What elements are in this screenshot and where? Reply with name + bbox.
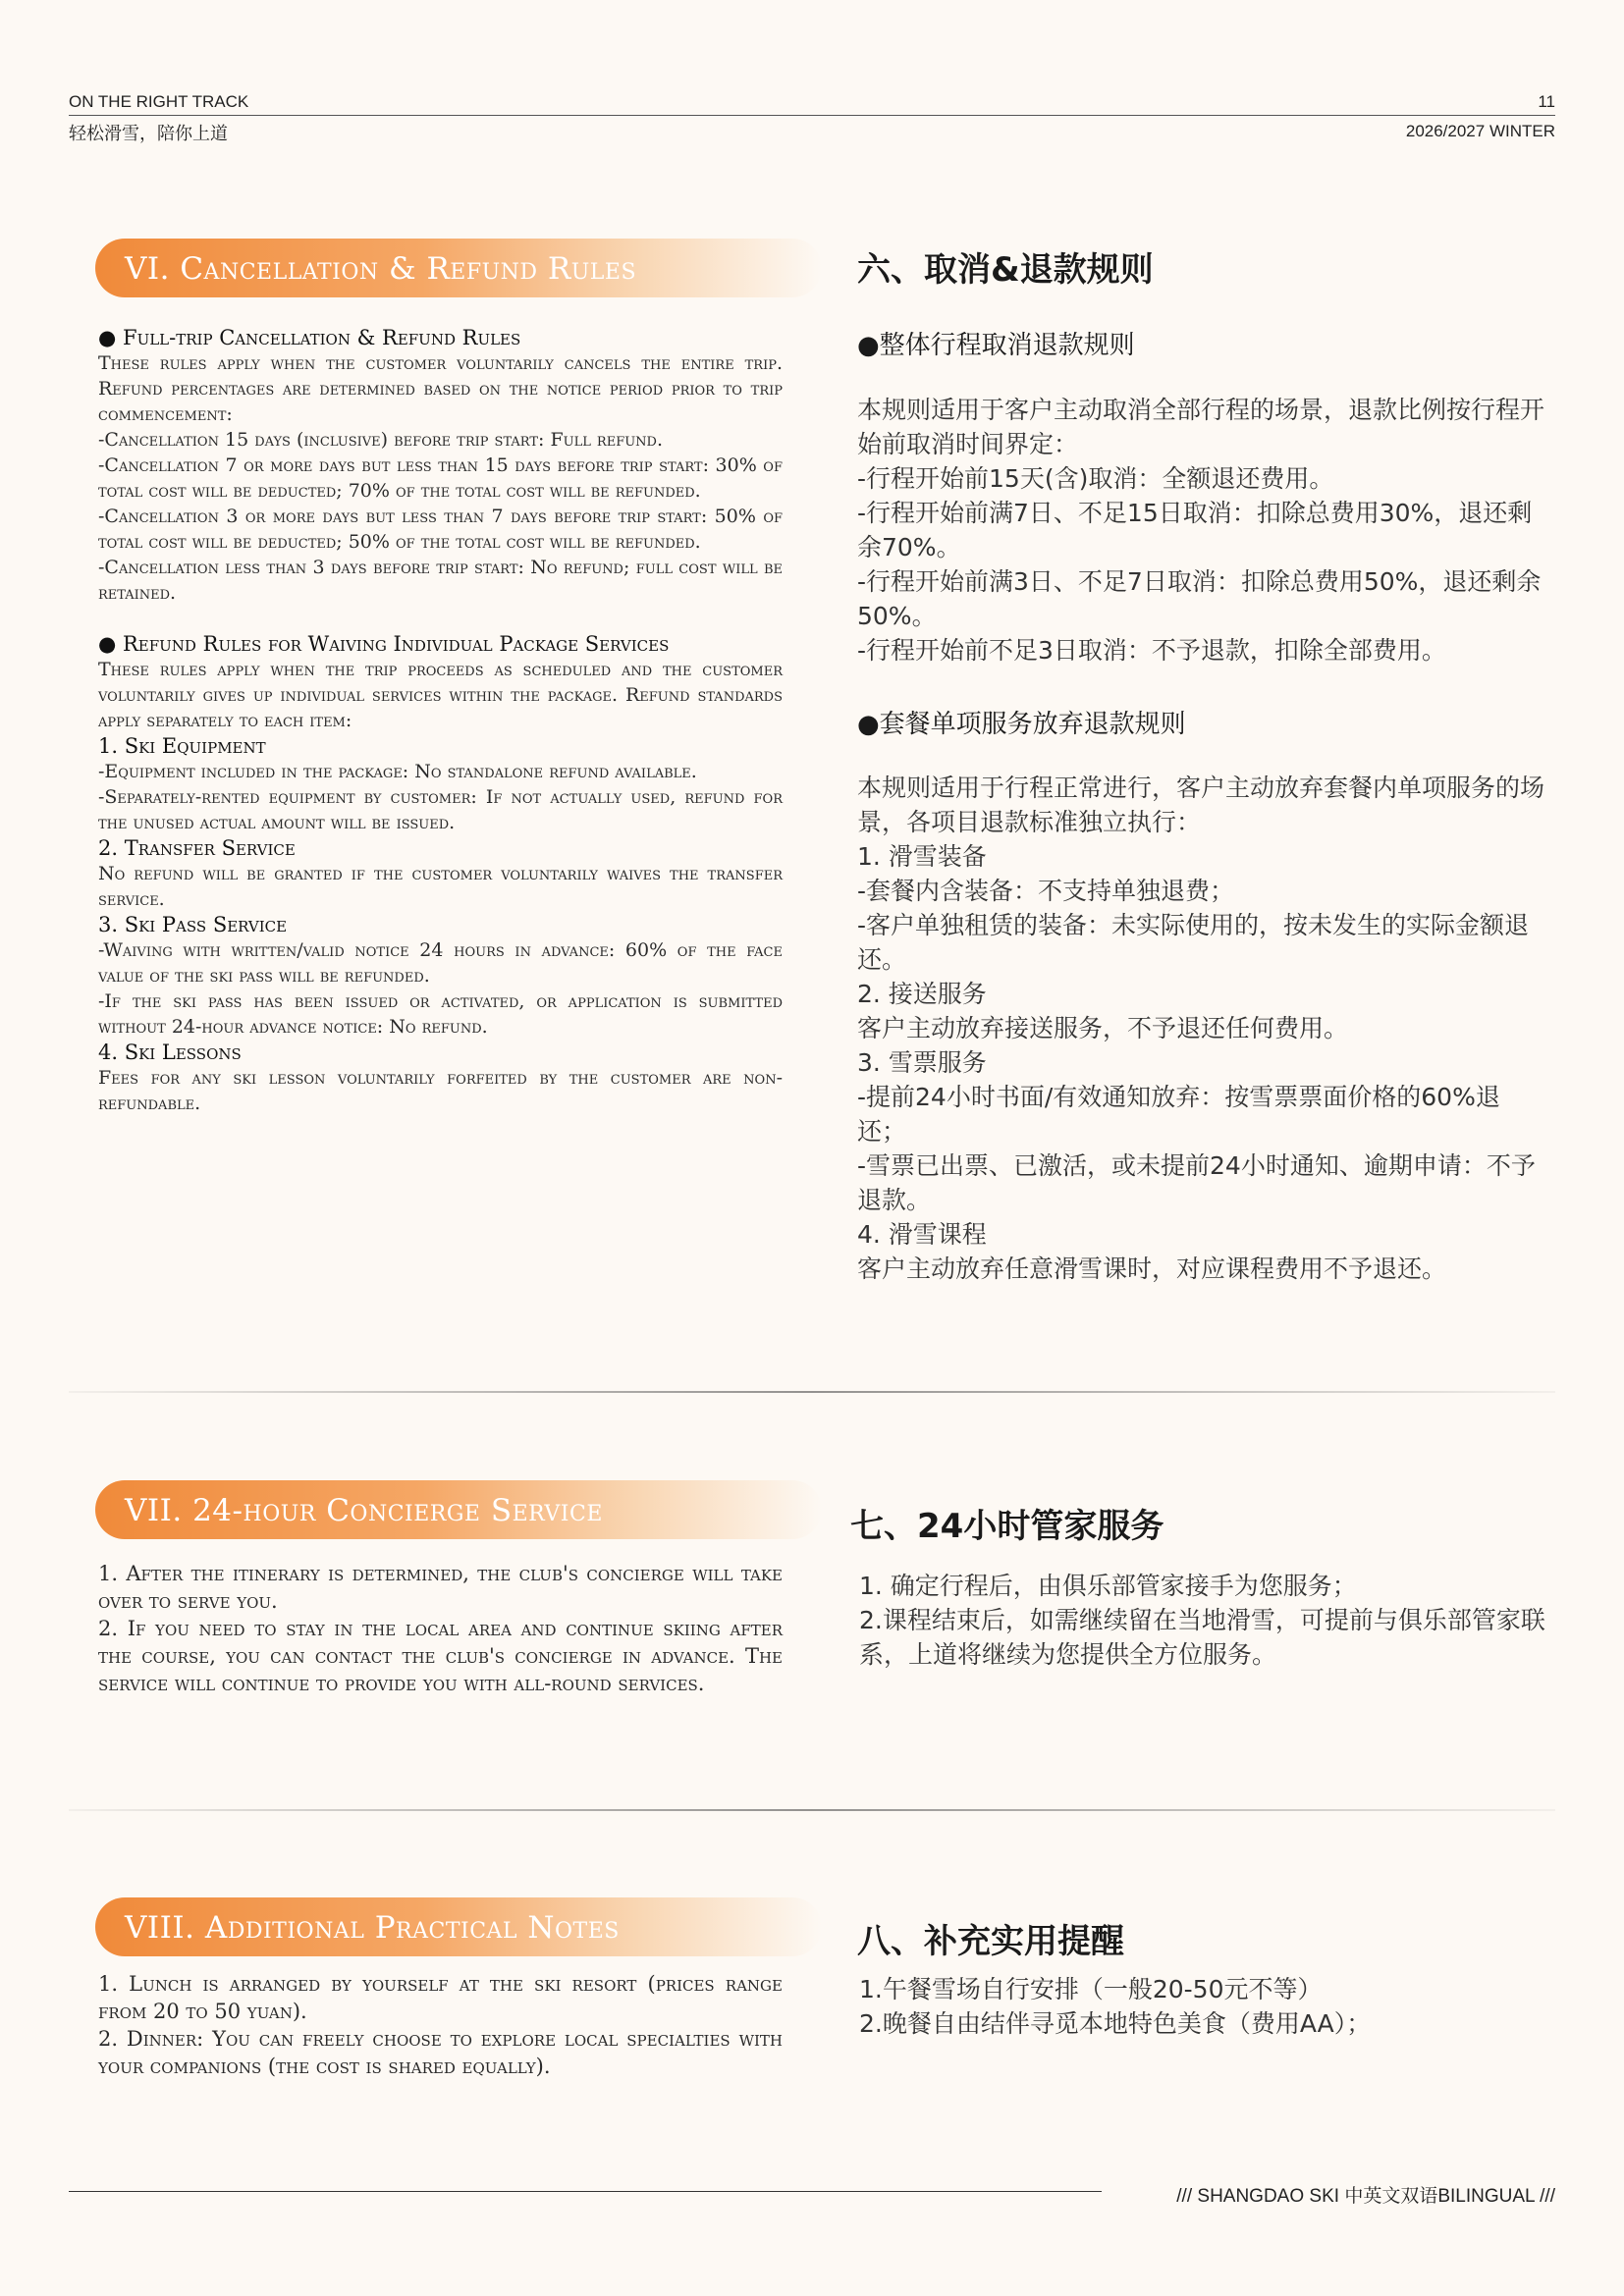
section6-zh-para: -行程开始前满3日、不足7日取消：扣除总费用50%，退还剩余50%。	[857, 567, 1542, 630]
section6-en-para: -Separately-rented equipment by customer: If not actually used, refund for the unused actual amount will be issued.	[98, 786, 783, 833]
section7-banner	[95, 1480, 822, 1539]
section7-zh-para: 1. 确定行程后，由俱乐部管家接手为您服务；	[859, 1572, 1357, 1600]
section-divider	[69, 1391, 1555, 1393]
section6-zh-para: -行程开始前满7日、不足15日取消：扣除总费用30%，退还剩余70%。	[857, 499, 1533, 561]
section7-english	[98, 1560, 783, 1697]
section6-banner-title: VI. Cancellation & Refund Rules	[125, 251, 637, 287]
section6-zh-para: 3. 雪票服务	[857, 1048, 987, 1077]
header-rule	[69, 115, 1555, 116]
section6-en-para: -Equipment included in the package: No standalone refund available.	[98, 761, 697, 782]
section6-zh-para: -客户单独租赁的装备：未实际使用的，按未发生的实际金额退还。	[857, 911, 1530, 974]
section8-en-para: 1. Lunch is arranged by yourself at the ski resort (prices range from 20 to 50 yuan).	[98, 1972, 783, 2023]
section8-zh-para: 2.晚餐自由结伴寻觅本地特色美食（费用AA）；	[859, 2009, 1372, 2038]
section6-zh-subtitle-1: ●整体行程取消退款规则	[857, 331, 1135, 360]
header-season: 2026/2027 WINTER	[1405, 122, 1555, 140]
page-number: 11	[1538, 92, 1555, 111]
section-divider	[69, 1809, 1555, 1811]
section6-zh-para: -行程开始前不足3日取消：不予退款，扣除全部费用。	[857, 636, 1446, 665]
section6-en-para: -If the ski pass has been issued or activated, or application is submitted without 24-hour advance notice: No refund.	[98, 990, 783, 1038]
section7-en-para: 1. After the itinerary is determined, the club's concierge will take over to serve you.	[98, 1562, 783, 1613]
section6-english	[98, 325, 783, 1116]
section6-en-para: -Cancellation less than 3 days before trip start: No refund; full cost will be retained.	[98, 557, 783, 604]
section6-zh-para: -雪票已出票、已激活，或未提前24小时通知、逾期申请：不予退款。	[857, 1151, 1536, 1214]
section6-zh-para: 本规则适用于行程正常进行，客户主动放弃套餐内单项服务的场景，各项目退款标准独立执行：	[857, 774, 1545, 836]
section8-en-para: 2. Dinner: You can freely choose to explore local specialties with your companions (the cost is shared equally).	[98, 2027, 783, 2078]
footer-rule	[69, 2191, 1102, 2192]
section6-zh-para: 2. 接送服务	[857, 980, 987, 1008]
header-slogan: 轻松滑雪，陪你上道	[69, 124, 228, 143]
section6-en-subtitle-2: ● Refund Rules for Waiving Individual Package Services	[98, 632, 670, 656]
section6-en-para: Fees for any ski lesson voluntarily forfeited by the customer are non-refundable.	[98, 1067, 783, 1114]
section7-zh-para: 2.课程结束后，如需继续留在当地滑雪，可提前与俱乐部管家联系，上道将继续为您提供全方位服务。	[859, 1606, 1545, 1669]
section6-zh-para: -提前24小时书面/有效通知放弃：按雪票票面价格的60%退还；	[857, 1083, 1500, 1146]
section6-en-item-title: 3. Ski Pass Service	[98, 913, 288, 936]
section7-zh-title: 七、24小时管家服务	[850, 1507, 1164, 1546]
section6-en-para: These rules apply when the trip proceeds as scheduled and the customer voluntarily gives up individual services within the package. Refund standards apply separately to each item:	[98, 659, 783, 731]
footer-brand: /// SHANGDAO SKI 中英文双语BILINGUAL ///	[1176, 2186, 1555, 2207]
section8-english	[98, 1970, 783, 2080]
section8-zh-block	[859, 1972, 1546, 2041]
section6-en-subtitle-1: ● Full-trip Cancellation & Refund Rules	[98, 326, 521, 349]
section7-banner-title: VII. 24-hour Concierge Service	[125, 1493, 603, 1528]
section6-zh-block-1	[857, 393, 1544, 667]
section6-en-para: -Waiving with written/valid notice 24 hours in advance: 60% of the face value of the ski pass will be refunded.	[98, 939, 783, 987]
section6-zh-para: 4. 滑雪课程	[857, 1220, 987, 1249]
section6-en-para: -Cancellation 3 or more days but less than 7 days before trip start: 50% of total cost will be deducted; 50% of the total cost will be refunded.	[98, 506, 783, 553]
section6-banner	[95, 239, 822, 297]
section6-en-item-title: 2. Transfer Service	[98, 836, 296, 860]
section8-zh-para: 1.午餐雪场自行安排（一般20-50元不等）	[859, 1975, 1323, 2003]
section6-zh-para: 1. 滑雪装备	[857, 842, 987, 871]
section6-en-para: No refund will be granted if the customer voluntarily waives the transfer service.	[98, 863, 783, 910]
section6-en-item-title: 1. Ski Equipment	[98, 734, 266, 758]
section6-zh-block-2	[857, 771, 1544, 1286]
section8-zh-title: 八、补充实用提醒	[857, 1922, 1124, 1961]
section7-en-para: 2. If you need to stay in the local area and continue skiing after the course, you can contact the club's concierge in advance. The service will continue to provide you with all-round services.	[98, 1617, 783, 1695]
section8-banner	[95, 1897, 822, 1956]
section6-zh-subtitle-2: ●套餐单项服务放弃退款规则	[857, 710, 1186, 739]
section6-zh-para: -行程开始前15天(含)取消：全额退还费用。	[857, 464, 1334, 493]
section6-en-para: These rules apply when the customer voluntarily cancels the entire trip. Refund percentages are determined based on the notice period prior to trip commencement:	[98, 352, 783, 425]
section6-en-para: -Cancellation 15 days (inclusive) before trip start: Full refund.	[98, 429, 664, 451]
section6-zh-para: 本规则适用于客户主动取消全部行程的场景，退款比例按行程开始前取消时间界定：	[857, 396, 1545, 458]
section7-zh-block	[859, 1569, 1546, 1672]
section6-en-para: -Cancellation 7 or more days but less than 15 days before trip start: 30% of total cost will be deducted; 70% of the total cost will be refunded.	[98, 454, 783, 502]
section6-zh-para: -套餐内含装备：不支持单独退费；	[857, 877, 1235, 905]
section6-zh-para: 客户主动放弃接送服务，不予退还任何费用。	[857, 1014, 1349, 1042]
section6-en-item-title: 4. Ski Lessons	[98, 1041, 242, 1064]
section6-zh-para: 客户主动放弃任意滑雪课时，对应课程费用不予退还。	[857, 1255, 1447, 1283]
section6-zh-title: 六、取消&退款规则	[857, 250, 1154, 290]
section8-banner-title: VIII. Additional Practical Notes	[125, 1910, 620, 1946]
header-tagline: ON THE RIGHT TRACK	[69, 92, 249, 111]
